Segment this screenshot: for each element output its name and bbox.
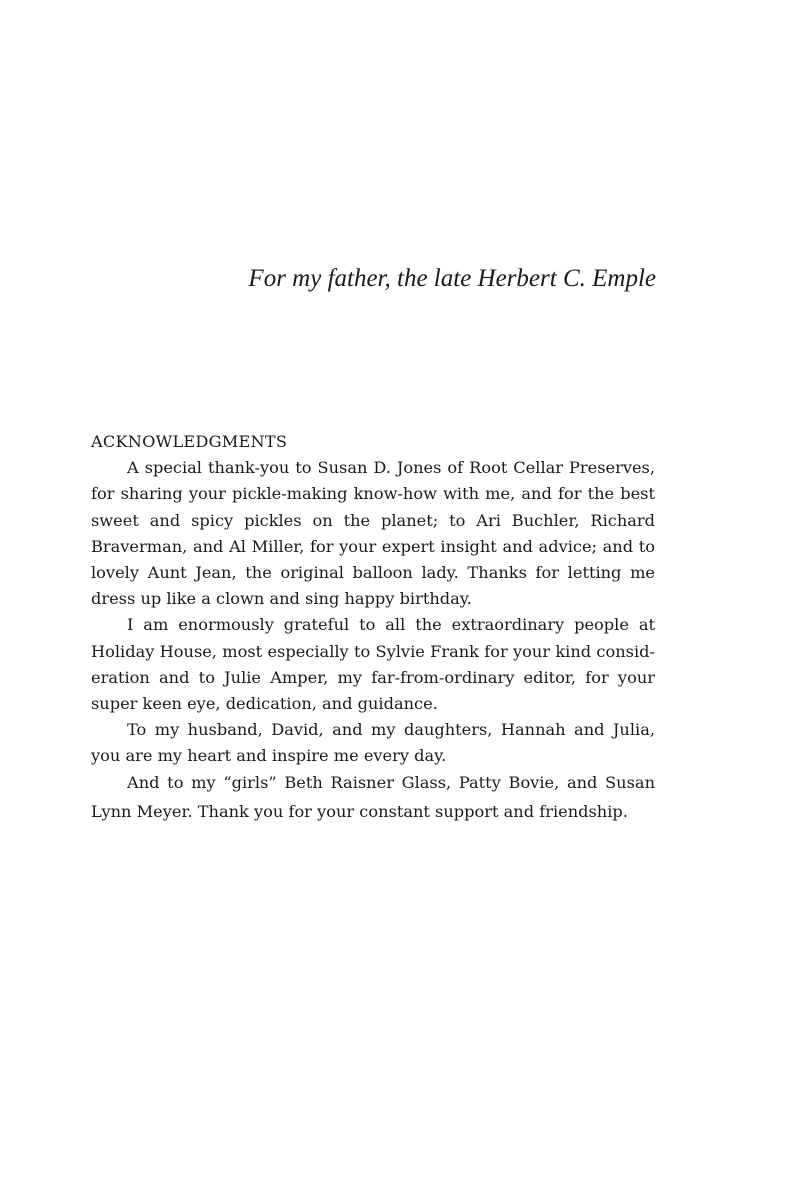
acknowledgments-paragraph-4-line-1: And to my “girls” Beth Raisner Glass, Patty Bovie, and Susan [127,772,655,792]
acknowledgments-section [91,429,655,825]
acknowledgments-heading: ACKNOWLEDGMENTS [91,432,288,451]
dedication: For my father, the late Herbert C. Emple [248,265,656,292]
acknowledgments-paragraph-2: I am enormously grateful to all the extraordinary people at Holiday House, most especially to Sylvie Frank for your kind consideration and to Julie Amper, my far-from-ordinary editor, for your super keen eye, dedication, and guidance. [91,615,655,714]
acknowledgments-paragraph-3: To my husband, David, and my daughters, Hannah and Julia, you are my heart and inspire me every day. [91,720,655,766]
acknowledgments-paragraph-4 [91,770,655,825]
acknowledgments-paragraph-1: A special thank-you to Susan D. Jones of Root Cellar Preserves, for sharing your pickle-making know-how with me, and for the best sweet and spicy pickles on the planet; to Ari Buchler, Richard Braverman, and Al Miller, for your expert insight and advice; and to lovely Aunt Jean, the original balloon lady. Thanks for letting me dress up like a clown and sing happy birthday. [91,458,655,609]
acknowledgments-paragraph-4-line-2: Lynn Meyer. Thank you for your constant support and friendship. [91,801,628,821]
